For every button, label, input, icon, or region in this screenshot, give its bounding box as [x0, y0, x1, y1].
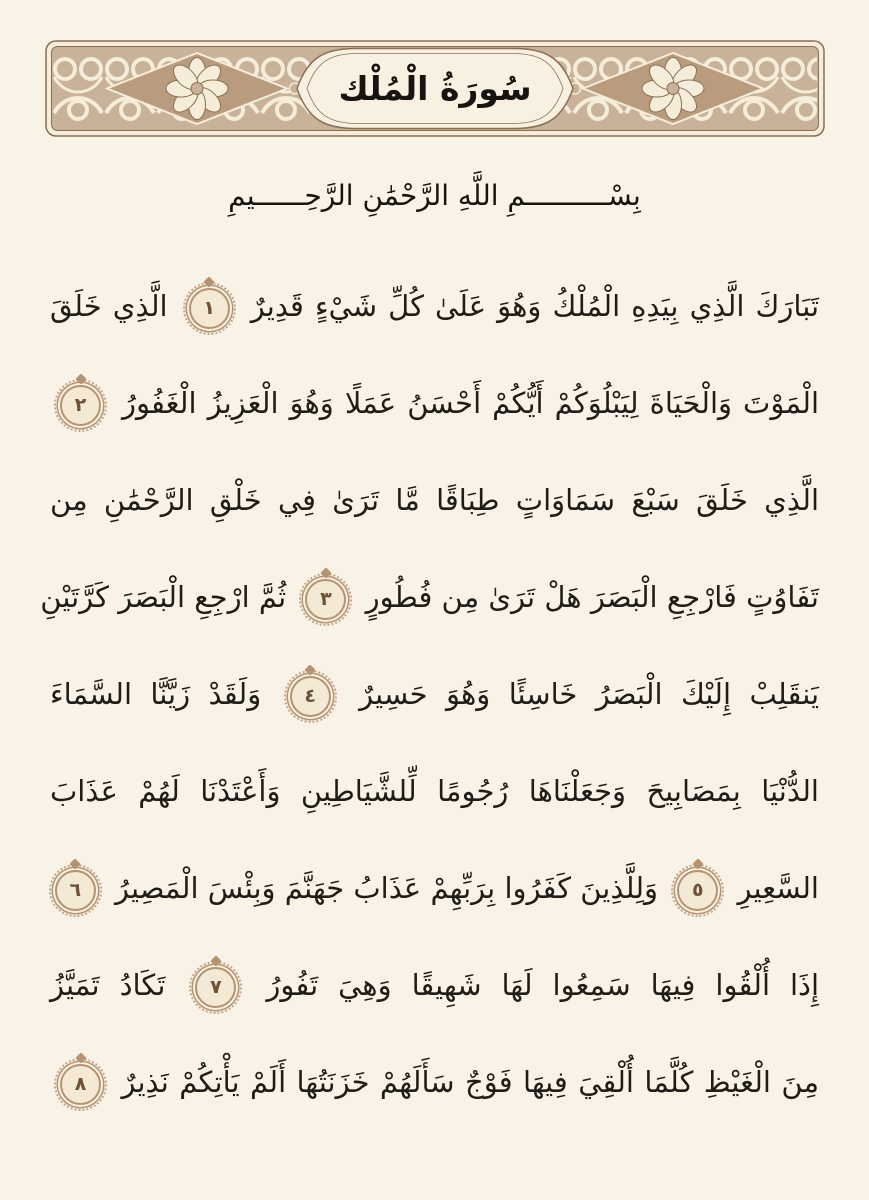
verse-line	[50, 452, 819, 549]
verse-line	[50, 1034, 819, 1131]
verse-end-marker: ٢	[60, 385, 101, 426]
verse-end-marker: ٤	[290, 676, 331, 717]
verse-text: السَّعِيرِ	[737, 871, 819, 905]
verse-line	[50, 646, 819, 743]
verse-text: تَبَارَكَ الَّذِي بِيَدِهِ الْمُلْكُ وَهُوَ عَلَىٰ كُلِّ شَيْءٍ قَدِيرٌ	[250, 289, 820, 323]
verse-line	[50, 743, 819, 840]
verse-text: إِذَا أُلْقُوا فِيهَا سَمِعُوا لَهَا شَهِيقًا وَهِيَ تَفُورُ	[266, 968, 820, 1002]
verse-end-marker: ٣	[305, 579, 346, 620]
verse-text: الدُّنْيَا بِمَصَابِيحَ وَجَعَلْنَاهَا رُجُومًا لِّلشَّيَاطِينِ وَأَعْتَدْنَا لَهُمْ عَذَابَ	[50, 774, 819, 808]
verse-text: تَفَاوُتٍ فَارْجِعِ الْبَصَرَ هَلْ تَرَىٰ مِن فُطُورٍ	[365, 580, 819, 614]
verse-text: يَنقَلِبْ إِلَيْكَ الْبَصَرُ خَاسِئًا وَهُوَ حَسِيرٌ	[359, 677, 820, 711]
verse-line	[50, 937, 819, 1034]
verse-end-marker: ٧	[195, 967, 236, 1008]
verse-end-marker: ٥	[677, 870, 718, 911]
verse-end-marker: ٦	[55, 870, 96, 911]
verse-text: الَّذِي خَلَقَ سَبْعَ سَمَاوَاتٍ طِبَاقًا مَّا تَرَىٰ فِي خَلْقِ الرَّحْمَٰنِ مِن	[50, 483, 819, 517]
verse-text: ثُمَّ ارْجِعِ الْبَصَرَ كَرَّتَيْنِ	[40, 580, 287, 614]
verse-text: وَلِلَّذِينَ كَفَرُوا بِرَبِّهِمْ عَذَابُ جَهَنَّمَ وَبِئْسَ الْمَصِيرُ	[114, 871, 659, 905]
verse-line	[50, 355, 819, 452]
bismillah: بِسْــــــــــمِ اللَّهِ الرَّحْمَٰنِ الرَّحِــــــيمِ	[228, 178, 641, 212]
verse-end-marker: ٨	[60, 1064, 101, 1105]
surah-title: سُورَةُ الْمُلْك	[338, 69, 532, 108]
verse-lines	[40, 258, 820, 1131]
verse-text: الَّذِي خَلَقَ	[50, 289, 168, 323]
verse-text: تَكَادُ تَمَيَّزُ	[50, 968, 166, 1002]
verse-line	[50, 840, 819, 937]
surah-header-band	[45, 40, 825, 137]
verse-text: الْمَوْتَ وَالْحَيَاةَ لِيَبْلُوَكُمْ أَيُّكُمْ أَحْسَنُ عَمَلًا وَهُوَ الْعَزِيزُ الْغَفُورُ	[122, 386, 819, 420]
verse-text: مِنَ الْغَيْظِ كُلَّمَا أُلْقِيَ فِيهَا فَوْجٌ سَأَلَهُمْ خَزَنَتُهَا أَلَمْ يَأْتِكُمْ نَذِيرٌ	[121, 1065, 820, 1099]
verse-end-marker: ١	[189, 288, 230, 329]
verse-line	[50, 258, 819, 355]
verse-line	[40, 549, 819, 646]
verse-text: وَلَقَدْ زَيَّنَّا السَّمَاءَ	[50, 677, 262, 711]
